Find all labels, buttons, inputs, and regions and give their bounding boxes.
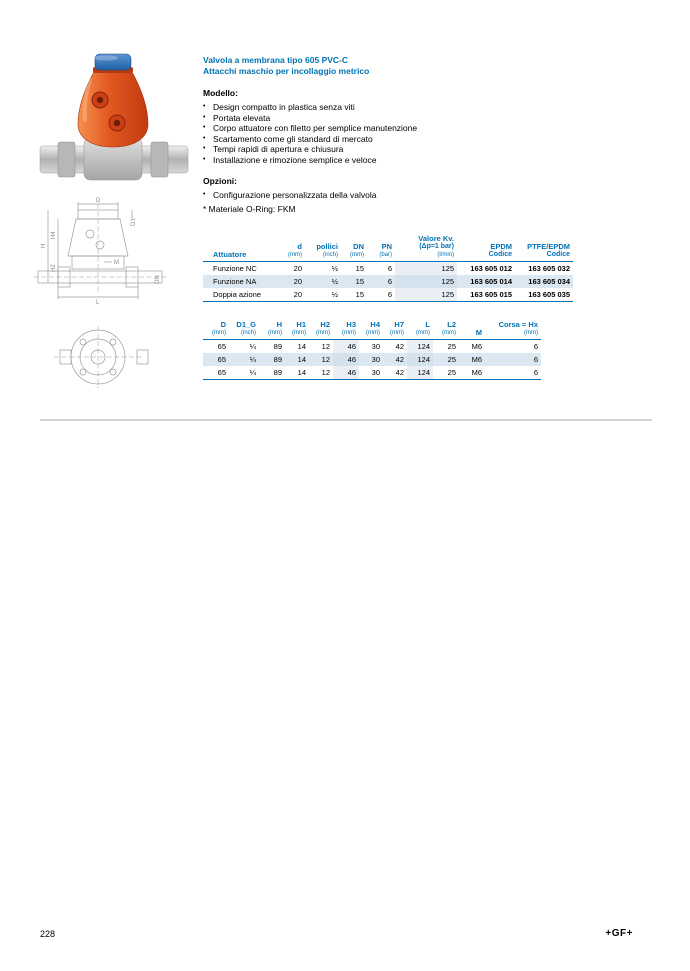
table-header-cell: L2 (mm) bbox=[433, 320, 459, 340]
table-cell: 12 bbox=[321, 342, 330, 351]
table-cell: 65 bbox=[203, 353, 229, 366]
table-cell: 6 bbox=[367, 275, 395, 288]
table-header-cell: M bbox=[459, 320, 485, 340]
table-header-cell: Valore Kv. (Δp=1 bar) (l/min) bbox=[395, 234, 457, 262]
table-header-cell: PN (bar) bbox=[367, 234, 395, 262]
table-cell: 46 bbox=[333, 340, 359, 354]
bullet-icon: • bbox=[203, 145, 206, 152]
table-cell: 25 bbox=[433, 353, 459, 366]
table-cell: Funzione NA bbox=[203, 275, 273, 288]
table-cell: ¼ bbox=[229, 353, 259, 366]
table-row bbox=[203, 340, 541, 354]
list-item bbox=[203, 144, 643, 155]
table-cell: 20 bbox=[273, 275, 305, 288]
table-cell: 15 bbox=[341, 275, 367, 288]
table-header-cell: H4 (mm) bbox=[359, 320, 383, 340]
options-section-label: Opzioni: bbox=[203, 176, 237, 186]
bullet-icon: • bbox=[203, 134, 206, 142]
table-cell: 20 bbox=[273, 288, 305, 302]
table-row bbox=[203, 353, 541, 366]
table-cell: 6 bbox=[485, 353, 541, 366]
table-cell: M6 bbox=[459, 366, 485, 380]
dim-label-h: H bbox=[41, 243, 47, 248]
table-header-cell: L (mm) bbox=[407, 320, 433, 340]
table-cell: 30 bbox=[371, 342, 380, 351]
table-header-cell: PTFE/EPDM Codice bbox=[515, 234, 573, 262]
table-cell: 14 bbox=[297, 342, 306, 351]
bullet-icon: • bbox=[203, 191, 206, 198]
table-cell: 6 bbox=[387, 264, 392, 273]
table-cell: 65 bbox=[217, 342, 226, 351]
list-item bbox=[203, 155, 643, 166]
table-header-cell: H (mm) bbox=[259, 320, 285, 340]
table-cell: 46 bbox=[333, 353, 359, 366]
dim-label-h2: H2 bbox=[51, 264, 57, 272]
options-bullet-list bbox=[203, 190, 643, 201]
table-cell: 89 bbox=[259, 366, 285, 380]
table-header-cell: H3 (mm) bbox=[333, 320, 359, 340]
table-cell: ½ bbox=[305, 288, 341, 302]
dim-label-d1: D1 bbox=[131, 218, 137, 226]
list-item bbox=[203, 134, 643, 145]
table-cell: 89 bbox=[273, 342, 282, 351]
dimensions-table bbox=[203, 320, 541, 380]
oring-footnote: * Materiale O-Ring: FKM bbox=[203, 203, 296, 214]
table-cell: 65 bbox=[203, 366, 229, 380]
table-cell: 30 bbox=[359, 366, 383, 380]
list-item-text: Corpo attuatore con filetto per semplice manutenzione bbox=[213, 123, 418, 133]
content-column bbox=[203, 55, 643, 380]
ordering-table bbox=[203, 234, 573, 302]
table-row bbox=[203, 366, 541, 380]
section-divider bbox=[40, 419, 652, 421]
table-cell: 125 bbox=[395, 288, 457, 302]
table-cell: 42 bbox=[383, 366, 407, 380]
list-item-text: Configurazione personalizzata della valvola bbox=[213, 190, 377, 200]
table-cell: 14 bbox=[285, 366, 309, 380]
table-cell: ½ bbox=[305, 275, 341, 288]
table-row bbox=[203, 275, 573, 288]
table-header-cell: D1_G (inch) bbox=[229, 320, 259, 340]
table-cell: 163 605 012 bbox=[470, 264, 512, 273]
table-header-cell: d (mm) bbox=[273, 234, 305, 262]
list-item-text: Scartamento come gli standard di mercato bbox=[213, 133, 373, 144]
table-cell: 30 bbox=[359, 353, 383, 366]
table-header-cell: pollici (inch) bbox=[305, 234, 341, 262]
table-cell: 163 605 014 bbox=[457, 275, 515, 288]
dimensions-table-header-row bbox=[203, 320, 541, 340]
technical-drawing bbox=[32, 194, 196, 408]
table-cell: ½ bbox=[331, 264, 338, 273]
dim-label-h4: H4 bbox=[51, 231, 57, 239]
table-cell: 124 bbox=[407, 366, 433, 380]
list-item-text: Tempi rapidi di apertura e chiusura bbox=[213, 144, 344, 154]
bullet-icon: • bbox=[203, 113, 206, 121]
table-cell: 42 bbox=[383, 353, 407, 366]
table-cell: 6 bbox=[533, 342, 538, 351]
table-cell: Funzione NC bbox=[213, 264, 257, 273]
table-cell: 12 bbox=[309, 353, 333, 366]
table-cell: ¼ bbox=[249, 342, 256, 351]
table-cell: 46 bbox=[333, 366, 359, 380]
list-item bbox=[203, 102, 643, 113]
bullet-icon: • bbox=[203, 103, 206, 110]
table-cell: 124 bbox=[407, 353, 433, 366]
table-cell: 124 bbox=[407, 340, 433, 354]
table-cell: 163 605 035 bbox=[515, 288, 573, 302]
table-cell: 14 bbox=[285, 353, 309, 366]
page-number: 228 bbox=[40, 929, 56, 939]
table-cell: 125 bbox=[395, 275, 457, 288]
gf-logo: +GF+ bbox=[605, 928, 633, 939]
bullet-icon: • bbox=[203, 155, 206, 163]
table-header-cell: D (mm) bbox=[203, 320, 229, 340]
table-cell: 125 bbox=[395, 262, 457, 276]
list-item-text: Installazione e rimozione semplice e veloce bbox=[213, 154, 377, 165]
dim-label-l: L bbox=[96, 300, 100, 306]
table-cell: 163 605 034 bbox=[515, 275, 573, 288]
model-bullet-list bbox=[203, 102, 643, 165]
list-item bbox=[203, 190, 643, 201]
table-header-cell: H7 (mm) bbox=[383, 320, 407, 340]
table-cell: ¼ bbox=[229, 366, 259, 380]
table-cell: M6 bbox=[459, 353, 485, 366]
page-title-line2: Attacchi maschio per incollaggio metrico bbox=[203, 66, 370, 76]
ordering-table-header-row bbox=[203, 234, 573, 262]
page-title-line1: Valvola a membrana tipo 605 PVC-C bbox=[203, 55, 349, 65]
table-cell: 163 605 032 bbox=[528, 264, 570, 273]
table-cell: 20 bbox=[293, 264, 302, 273]
list-item-text: Design compatto in plastica senza viti bbox=[213, 102, 355, 112]
dim-label-d: D bbox=[96, 198, 101, 204]
list-item bbox=[203, 123, 643, 134]
table-cell: 6 bbox=[367, 288, 395, 302]
table-cell: 25 bbox=[433, 366, 459, 380]
table-row bbox=[203, 288, 573, 302]
table-header-cell: H1 (mm) bbox=[285, 320, 309, 340]
table-header-cell: Attuatore bbox=[203, 234, 273, 262]
table-header-cell: H2 (mm) bbox=[309, 320, 333, 340]
table-header-cell: EPDM Codice bbox=[457, 234, 515, 262]
table-cell: Doppia azione bbox=[203, 288, 273, 302]
list-item-text: Portata elevata bbox=[213, 112, 271, 123]
product-photo bbox=[38, 46, 190, 188]
table-cell: 25 bbox=[447, 342, 456, 351]
table-header-cell: DN (mm) bbox=[341, 234, 367, 262]
dim-label-m: M bbox=[114, 260, 119, 266]
table-cell: M6 bbox=[471, 342, 482, 351]
dim-label-dn: DN bbox=[155, 275, 161, 284]
table-cell: 89 bbox=[259, 353, 285, 366]
table-header-cell: Corsa = Hx (mm) bbox=[485, 320, 541, 340]
table-cell: 163 605 015 bbox=[457, 288, 515, 302]
bullet-icon: • bbox=[203, 124, 206, 131]
list-item bbox=[203, 113, 643, 124]
table-cell: 42 bbox=[395, 342, 404, 351]
model-section-label: Modello: bbox=[203, 88, 238, 98]
table-cell: 12 bbox=[309, 366, 333, 380]
table-cell: 15 bbox=[341, 288, 367, 302]
table-cell: 15 bbox=[355, 264, 364, 273]
table-cell: 6 bbox=[485, 366, 541, 380]
table-row bbox=[203, 262, 573, 276]
